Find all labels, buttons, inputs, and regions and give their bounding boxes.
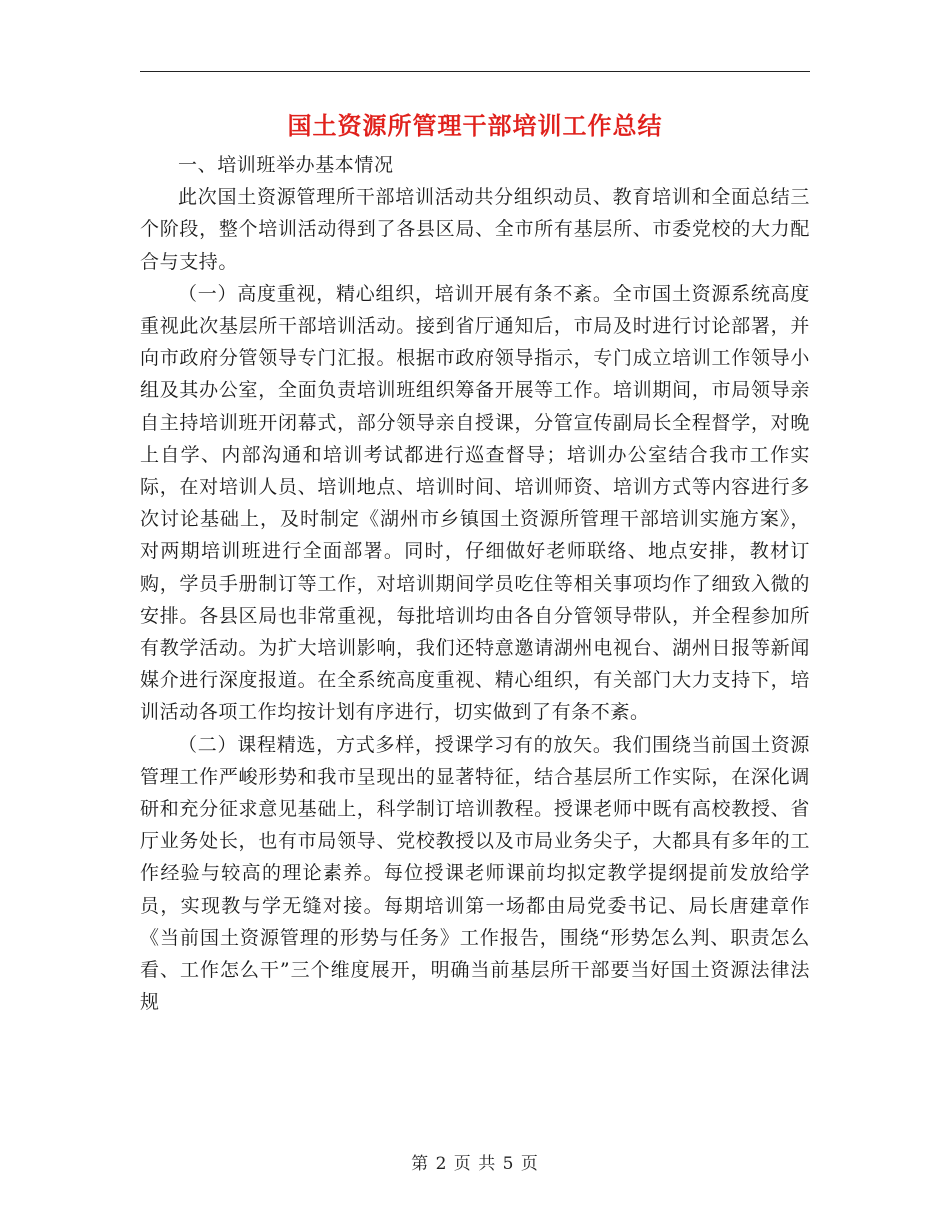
header-rule bbox=[140, 71, 810, 72]
document-body bbox=[140, 149, 810, 1018]
body-paragraph-part-1: （一）高度重视，精心组织，培训开展有条不紊。全市国土资源系统高度重视此次基层所干部培训活动。接到省厅通知后，市局及时进行讨论部署，并向市政府分管领导专门汇报。根据市政府领导指示，专门成立培训工作领导小组及其办公室，全面负责培训班组织筹备开展等工作。培训期间，市局领导亲自主持培训班开闭幕式，部分领导亲自授课，分管宣传副局长全程督学，对晚上自学、内部沟通和培训考试都进行巡查督导；培训办公室结合我市工作实际，在对培训人员、培训地点、培训时间、培训师资、培训方式等内容进行多次讨论基础上，及时制定《湖州市乡镇国土资源所管理干部培训实施方案》，对两期培训班进行全面部署。同时，仔细做好老师联络、地点安排，教材订购，学员手册制订等工作，对培训期间学员吃住等相关事项均作了细致入微的安排。各县区局也非常重视，每批培训均由各自分管领导带队，并全程参加所有教学活动。为扩大培训影响，我们还特意邀请湖州电视台、湖州日报等新闻媒介进行深度报道。在全系统高度重视、精心组织，有关部门大力支持下，培训活动各项工作均按计划有序进行，切实做到了有条不紊。 bbox=[140, 282, 810, 724]
document-title: 国土资源所管理干部培训工作总结 bbox=[287, 111, 663, 140]
page-number: 第 2 页 共 5 页 bbox=[411, 1154, 539, 1174]
section-heading: 一、培训班举办基本情况 bbox=[178, 154, 394, 176]
body-paragraph-intro: 此次国土资源管理所干部培训活动共分组织动员、教育培训和全面总结三个阶段，整个培训活动得到了各县区局、全市所有基层所、市委党校的大力配合与支持。 bbox=[140, 186, 810, 273]
body-paragraph-part-2: （二）课程精选，方式多样，授课学习有的放矢。我们围绕当前国土资源管理工作严峻形势和我市呈现出的显著特征，结合基层所工作实际，在深化调研和充分征求意见基础上，科学制订培训教程。授课老师中既有高校教授、省厅业务处长，也有市局领导、党校教授以及市局业务尖子，大都具有多年的工作经验与较高的理论素养。每位授课老师课前均拟定教学提纲提前发放给学员，实现教与学无缝对接。每期培训第一场都由局党委书记、局长唐建章作《当前国土资源管理的形势与任务》工作报告，围绕“形势怎么判、职责怎么看、工作怎么干”三个维度展开，明确当前基层所干部要当好国土资源法律法规 bbox=[140, 733, 810, 1014]
